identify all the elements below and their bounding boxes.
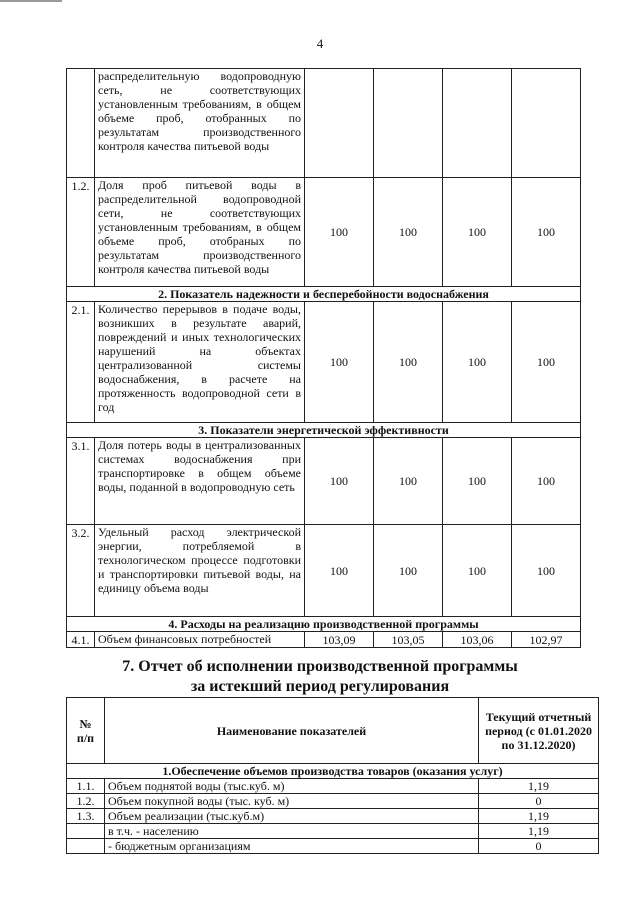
section-title: 1.Обеспечение объемов производства товаров (оказания услуг) [67,764,599,779]
row-value: 1,19 [479,779,599,794]
row-value: 1,19 [479,824,599,839]
row-description: Доля проб питьевой воды в распределительной водопроводной сети, не соответствующих установленным требованиям, в общем объеме проб, отобраных по результатам производственного контроля качества питьевой воды [95,178,305,287]
row-description: Объем покупной воды (тыс. куб. м) [105,794,479,809]
row-value: 100 [305,438,374,525]
row-value: 100 [443,525,512,617]
row-description: Объем реализации (тыс.куб.м) [105,809,479,824]
row-description: в т.ч. - населению [105,824,479,839]
scan-edge-mark [0,0,62,2]
row-value: 103,09 [305,632,374,648]
section-title: 3. Показатели энергетической эффективности [67,423,581,438]
heading-line: 7. Отчет об исполнении производственной программы [122,658,518,675]
page-number: 4 [316,36,324,51]
row-number: 2.1. [67,302,95,423]
row-value: 102,97 [512,632,581,648]
report-table [66,697,599,854]
table-row [67,302,581,423]
row-number: 3.2. [67,525,95,617]
row-value: 100 [512,302,581,423]
row-description: Доля потерь воды в централизованных системах водоснабжения при транспортировке в общем объеме воды, поданной в водопроводную сеть [95,438,305,525]
row-number: 1.2. [67,794,105,809]
row-value [512,69,581,178]
row-value: 100 [374,525,443,617]
row-value: 1,19 [479,809,599,824]
section-heading [0,657,640,697]
indicators-table [66,68,581,648]
row-description: Объем поднятой воды (тыс.куб. м) [105,779,479,794]
row-number: 1.1. [67,779,105,794]
row-value: 100 [512,438,581,525]
row-description: Удельный расход электрической энергии, потребляемой в технологическом процессе подготовки и транспортировки питьевой воды, на единицу объема воды [95,525,305,617]
table-row [67,809,599,824]
table-row [67,525,581,617]
section-row [67,617,581,632]
table-row [67,794,599,809]
row-value: 0 [479,794,599,809]
row-value: 100 [512,178,581,287]
table-row [67,824,599,839]
row-value: 100 [374,438,443,525]
row-value [374,69,443,178]
header-period: Текущий отчетный период (с 01.01.2020 по 31.12.2020) [479,698,599,764]
row-value: 103,05 [374,632,443,648]
row-number: 3.1. [67,438,95,525]
table-row [67,632,581,648]
row-value: 103,06 [443,632,512,648]
row-value: 100 [443,178,512,287]
row-description: распределительную водопроводную сеть, не соответствующих установленным требованиям, в общем объеме проб, отобранных по результатам производственного контроля качества питьевой воды [95,69,305,178]
table-row [67,779,599,794]
row-value: 100 [443,438,512,525]
section-title: 4. Расходы на реализацию производственной программы [67,617,581,632]
table-row [67,178,581,287]
row-value: 100 [305,302,374,423]
row-number: 4.1. [67,632,95,648]
row-value: 100 [443,302,512,423]
row-number [67,69,95,178]
row-value: 100 [512,525,581,617]
row-description: Количество перерывов в подаче воды, возникших в результате аварий, повреждений и иных технологических нарушений на объектах централизованной системы водоснабжения, в расчете на протяженность водопроводной сети в год [95,302,305,423]
row-description: - бюджетным организациям [105,839,479,854]
row-value: 100 [374,178,443,287]
row-number [67,824,105,839]
row-value [443,69,512,178]
heading-line: за истекший период регулирования [190,678,450,695]
section-row [67,764,599,779]
section-title: 2. Показатель надежности и бесперебойности водоснабжения [67,287,581,302]
row-value: 100 [305,178,374,287]
section-row [67,423,581,438]
row-description: Объем финансовых потребностей [95,632,305,648]
row-number: 1.2. [67,178,95,287]
table-row [67,69,581,178]
header-row [67,698,599,764]
row-value: 100 [374,302,443,423]
row-number: 1.3. [67,809,105,824]
table-row [67,438,581,525]
row-value: 0 [479,839,599,854]
section-row [67,287,581,302]
table-row [67,839,599,854]
row-value: 100 [305,525,374,617]
header-number: № п/п [67,698,105,764]
header-name: Наименование показателей [105,698,479,764]
row-value [305,69,374,178]
row-number [67,839,105,854]
